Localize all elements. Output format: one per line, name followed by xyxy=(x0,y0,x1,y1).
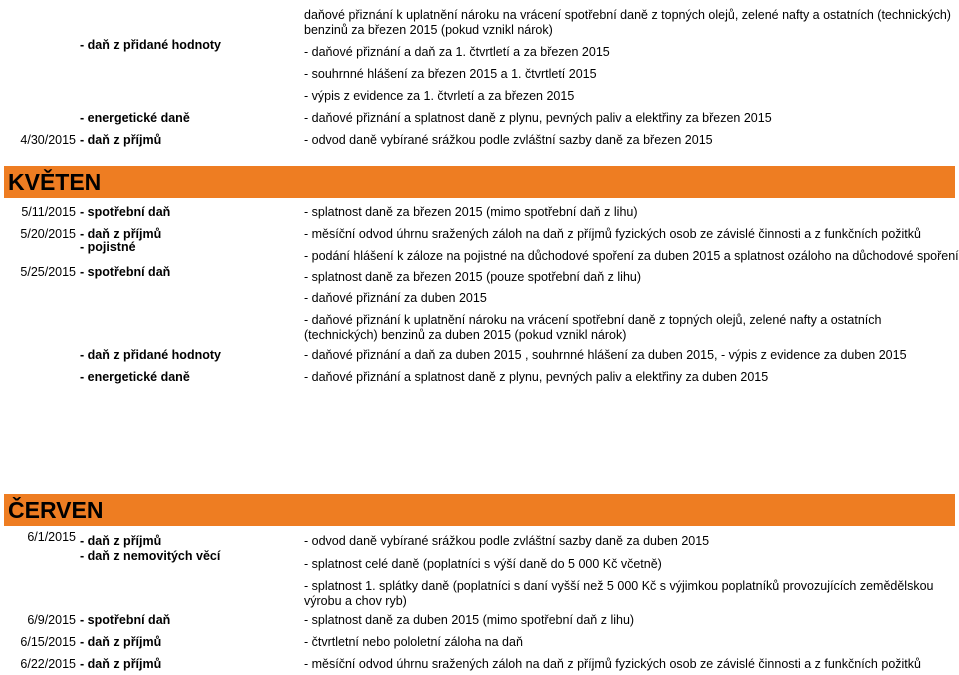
june-text-61c: - splatnost 1. splátky daně (poplatníci s daní vyšší než 5 000 Kč s výjimkou poplatníků provozujících zemědělskou výrobu a chov ryb) xyxy=(304,579,934,608)
date-5-11: 5/11/2015 xyxy=(21,205,76,219)
may-text-525b: - daňové přiznání za duben 2015 xyxy=(304,291,487,305)
june-text-615: - čtvrtletní nebo pololetní záloha na daň xyxy=(304,635,523,649)
tax-type-income: - daň z příjmů xyxy=(80,227,162,241)
april-text-1: daňové přiznání k uplatnění nároku na vrácení spotřební daně z topných olejů, zelené nafty a ostatních (technických) benzinů za březen 2015 (pokud vznikl nárok) xyxy=(304,8,951,37)
tax-type-excise: - spotřební daň xyxy=(80,205,171,219)
tax-type-excise: - spotřební daň xyxy=(80,613,171,627)
date-5-25: 5/25/2015 xyxy=(20,265,76,279)
date-5-20: 5/20/2015 xyxy=(20,227,76,241)
month-band-june xyxy=(4,494,955,526)
tax-type-income: - daň z příjmů xyxy=(80,534,162,548)
may-text-520b: - podání hlášení k záloze na pojistné na důchodové spoření za duben 2015 a splatnost ozáloho na důchodové spoření xyxy=(304,249,959,263)
may-text-511: - splatnost daně za březen 2015 (mimo spotřební daň z lihu) xyxy=(304,205,638,219)
may-text-525a: - splatnost daně za březen 2015 (pouze spotřební daň z lihu) xyxy=(304,270,642,284)
tax-type-vat: - daň z přidané hodnoty xyxy=(80,348,221,362)
april-text-5: - daňové přiznání a splatnost daně z plynu, pevných paliv a elektřiny za březen 2015 xyxy=(304,111,772,125)
tax-type-property: - daň z nemovitých věcí xyxy=(80,549,221,563)
tax-type-income: - daň z příjmů xyxy=(80,133,162,147)
june-text-61a: - odvod daně vybírané srážkou podle zvláštní sazby daně za duben 2015 xyxy=(304,534,710,548)
date-6-9: 6/9/2015 xyxy=(27,613,76,627)
june-text-61b: - splatnost celé daně (poplatníci s výší daně do 5 000 Kč včetně) xyxy=(304,557,662,571)
april-text-2: - daňové přiznání a daň za 1. čtvrtletí a za březen 2015 xyxy=(304,45,610,59)
date-4-30: 4/30/2015 xyxy=(20,133,76,147)
may-text-525c: - daňové přiznání k uplatnění nároku na vrácení spotřební daně z topných olejů, zelené nafty a ostatních (technických) benzinů za duben 2015 (pokud vznikl nárok) xyxy=(304,313,882,342)
date-6-1: 6/1/2015 xyxy=(27,530,76,544)
june-text-69: - splatnost daně za duben 2015 (mimo spotřební daň z lihu) xyxy=(304,613,635,627)
tax-type-energy: - energetické daně xyxy=(80,370,190,384)
tax-type-income: - daň z příjmů xyxy=(80,657,162,671)
tax-type-energy: - energetické daně xyxy=(80,111,190,125)
may-text-vat: - daňové přiznání a daň za duben 2015 , souhrnné hlášení za duben 2015, - výpis z evidence za duben 2015 xyxy=(304,348,907,362)
tax-type-excise: - spotřební daň xyxy=(80,265,171,279)
date-6-15: 6/15/2015 xyxy=(20,635,76,649)
month-band-may xyxy=(4,166,955,198)
april-text-3: - souhrnné hlášení za březen 2015 a 1. čtvrtletí 2015 xyxy=(304,67,597,81)
april-text-4: - výpis z evidence za 1. čtvrletí a za březen 2015 xyxy=(304,89,575,103)
date-6-22: 6/22/2015 xyxy=(20,657,76,671)
may-text-energy: - daňové přiznání a splatnost daně z plynu, pevných paliv a elektřiny za duben 2015 xyxy=(304,370,769,384)
may-text-520a: - měsíční odvod úhrnu sražených záloh na daň z příjmů fyzických osob ze závislé činnosti a z funkčních požitků xyxy=(304,227,921,241)
tax-type-vat: - daň z přidané hodnoty xyxy=(80,38,221,52)
month-heading-june: ČERVEN xyxy=(8,497,104,523)
april-text-6: - odvod daně vybírané srážkou podle zvláštní sazby daně za březen 2015 xyxy=(304,133,713,147)
june-text-622: - měsíční odvod úhrnu sražených záloh na daň z příjmů fyzických osob ze závislé činnosti a z funkčních požitků xyxy=(304,657,921,671)
tax-type-insurance: - pojistné xyxy=(80,240,136,254)
tax-type-income: - daň z příjmů xyxy=(80,635,162,649)
month-heading-may: KVĚTEN xyxy=(8,169,102,195)
